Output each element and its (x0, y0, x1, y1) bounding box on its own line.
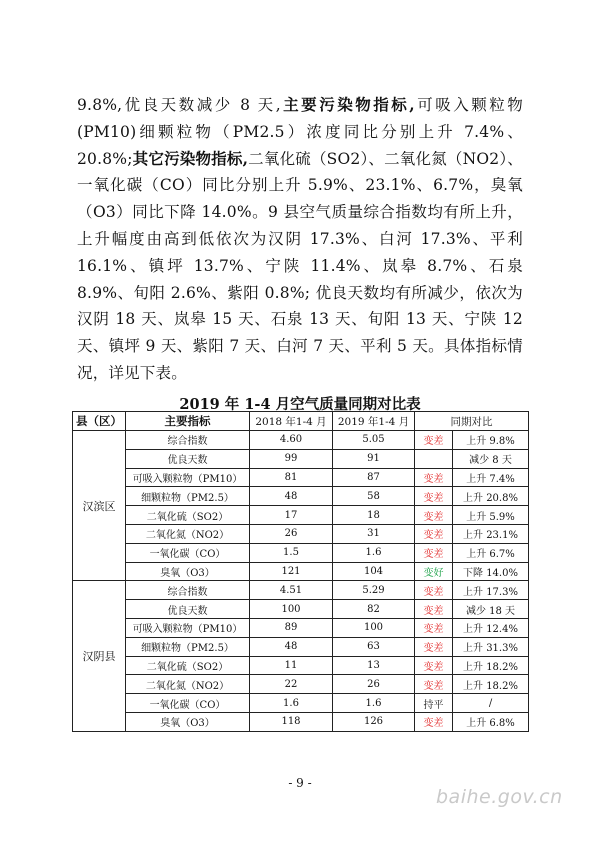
value-2019-cell: 100 (333, 618, 415, 637)
status-cell: 变差 (415, 581, 453, 600)
value-2018-cell: 48 (250, 637, 333, 656)
value-2019-cell: 5.05 (333, 431, 415, 450)
indicator-cell: 可吸入颗粒物（PM10） (126, 618, 250, 637)
status-cell: 变好 (415, 562, 453, 581)
table-row (73, 712, 529, 731)
value-2019-cell: 5.29 (333, 581, 415, 600)
indicator-cell: 二氧化氮（NO2） (126, 675, 250, 694)
air-quality-table (72, 411, 529, 732)
table-row (73, 506, 529, 525)
value-2019-cell: 91 (333, 449, 415, 468)
status-cell: 变差 (415, 487, 453, 506)
watermark: baihe.gov.cn (436, 786, 563, 808)
change-cell: 减少 18 天 (453, 600, 529, 619)
value-2018-cell: 121 (250, 562, 333, 581)
value-2019-cell: 87 (333, 468, 415, 487)
status-cell: 变差 (415, 675, 453, 694)
header-2018: 2018 年1-4 月 (250, 412, 333, 431)
change-cell: 上升 18.2% (453, 656, 529, 675)
value-2018-cell: 99 (250, 449, 333, 468)
table-row (73, 694, 529, 713)
table-row (73, 543, 529, 562)
value-2018-cell: 1.5 (250, 543, 333, 562)
body-paragraph (77, 92, 523, 387)
change-cell: 下降 14.0% (453, 562, 529, 581)
header-indicator: 主要指标 (126, 412, 250, 431)
value-2018-cell: 89 (250, 618, 333, 637)
table-row (73, 656, 529, 675)
status-cell: 变差 (415, 506, 453, 525)
value-2018-cell: 17 (250, 506, 333, 525)
para-seg-3: 可吸入颗粒物(PM10)细颗粒物（PM2.5）浓度同比分别上升 7.4%、20.8%; (77, 96, 524, 168)
table-row (73, 600, 529, 619)
table-row (73, 431, 529, 450)
value-2018-cell: 81 (250, 468, 333, 487)
para-seg-5: 二氧化硫（SO2）、二氧化氮（NO2）、一氧化碳（CO）同比分别上升 5.9%、23.1%、6.7%，臭氧（O3）同比下降 14.0%。9 县空气质量综合指数均有所上升，上升幅度由高到低依次为汉阴 17.3%、白河 17.3%、平利 16.1%、镇坪 13.7%、宁陕 11.4%、岚皋 8.7%、石泉 8.9%、旬阳 2.6%、紫阳 0.8%; 优良天数均有所减少，依次为汉阴 18 天、岚皋 15 天、石泉 13 天、旬阳 13 天、宁陕 12 天、镇坪 9 天、紫阳 7 天、白河 7 天、平利 5 天。具体指标情况，详见下表。 (77, 149, 523, 382)
indicator-cell: 优良天数 (126, 600, 250, 619)
value-2019-cell: 26 (333, 675, 415, 694)
indicator-cell: 综合指数 (126, 431, 250, 450)
para-seg-2-bold: 主要污染物指标, (280, 95, 415, 114)
indicator-cell: 细颗粒物（PM2.5） (126, 487, 250, 506)
county-cell: 汉阴县 (73, 581, 126, 731)
header-2019: 2019 年1-4 月 (333, 412, 415, 431)
value-2019-cell: 63 (333, 637, 415, 656)
page-number: - 9 - (288, 776, 312, 790)
indicator-cell: 臭氧（O3） (126, 562, 250, 581)
indicator-cell: 细颗粒物（PM2.5） (126, 637, 250, 656)
table-body (73, 431, 529, 732)
change-cell: 上升 5.9% (453, 506, 529, 525)
table-row (73, 487, 529, 506)
change-cell: / (453, 694, 529, 713)
table-row (73, 675, 529, 694)
value-2018-cell: 1.6 (250, 694, 333, 713)
value-2018-cell: 4.51 (250, 581, 333, 600)
status-cell: 变差 (415, 431, 453, 450)
status-cell: 变差 (415, 712, 453, 731)
change-cell: 上升 12.4% (453, 618, 529, 637)
value-2019-cell: 58 (333, 487, 415, 506)
table-row (73, 637, 529, 656)
indicator-cell: 二氧化硫（SO2） (126, 656, 250, 675)
value-2018-cell: 4.60 (250, 431, 333, 450)
status-cell: 变差 (415, 637, 453, 656)
table-header-row (73, 412, 529, 431)
change-cell: 减少 8 天 (453, 449, 529, 468)
indicator-cell: 优良天数 (126, 449, 250, 468)
value-2019-cell: 1.6 (333, 543, 415, 562)
status-cell: 变差 (415, 618, 453, 637)
value-2019-cell: 13 (333, 656, 415, 675)
change-cell: 上升 9.8% (453, 431, 529, 450)
value-2019-cell: 82 (333, 600, 415, 619)
change-cell: 上升 20.8% (453, 487, 529, 506)
indicator-cell: 二氧化氮（NO2） (126, 524, 250, 543)
value-2019-cell: 18 (333, 506, 415, 525)
status-cell (415, 449, 453, 468)
status-cell: 变差 (415, 543, 453, 562)
change-cell: 上升 18.2% (453, 675, 529, 694)
value-2018-cell: 100 (250, 600, 333, 619)
status-cell: 变差 (415, 524, 453, 543)
value-2019-cell: 126 (333, 712, 415, 731)
value-2019-cell: 31 (333, 524, 415, 543)
indicator-cell: 臭氧（O3） (126, 712, 250, 731)
status-cell: 持平 (415, 694, 453, 713)
value-2018-cell: 118 (250, 712, 333, 731)
change-cell: 上升 17.3% (453, 581, 529, 600)
status-cell: 变差 (415, 468, 453, 487)
change-cell: 上升 6.7% (453, 543, 529, 562)
table-caption: 2019 年 1-4 月空气质量同期对比表 (179, 396, 421, 413)
county-cell: 汉滨区 (73, 431, 126, 581)
status-cell: 变差 (415, 656, 453, 675)
value-2018-cell: 22 (250, 675, 333, 694)
change-cell: 上升 6.8% (453, 712, 529, 731)
value-2018-cell: 26 (250, 524, 333, 543)
header-comparison: 同期对比 (415, 412, 529, 431)
indicator-cell: 一氧化碳（CO） (126, 694, 250, 713)
table-row (73, 581, 529, 600)
indicator-cell: 一氧化碳（CO） (126, 543, 250, 562)
table-row (73, 562, 529, 581)
table-row (73, 449, 529, 468)
indicator-cell: 二氧化硫（SO2） (126, 506, 250, 525)
change-cell: 上升 23.1% (453, 524, 529, 543)
indicator-cell: 综合指数 (126, 581, 250, 600)
value-2018-cell: 11 (250, 656, 333, 675)
table-row (73, 524, 529, 543)
table-row (73, 618, 529, 637)
header-county: 县（区） (73, 412, 126, 431)
status-cell: 变差 (415, 600, 453, 619)
para-seg-1: 9.8%,优良天数减少 8 天, (77, 96, 281, 114)
value-2019-cell: 104 (333, 562, 415, 581)
table-row (73, 468, 529, 487)
change-cell: 上升 31.3% (453, 637, 529, 656)
indicator-cell: 可吸入颗粒物（PM10） (126, 468, 250, 487)
value-2019-cell: 1.6 (333, 694, 415, 713)
para-seg-4-bold: 其它污染物指标, (132, 148, 249, 168)
value-2018-cell: 48 (250, 487, 333, 506)
change-cell: 上升 7.4% (453, 468, 529, 487)
